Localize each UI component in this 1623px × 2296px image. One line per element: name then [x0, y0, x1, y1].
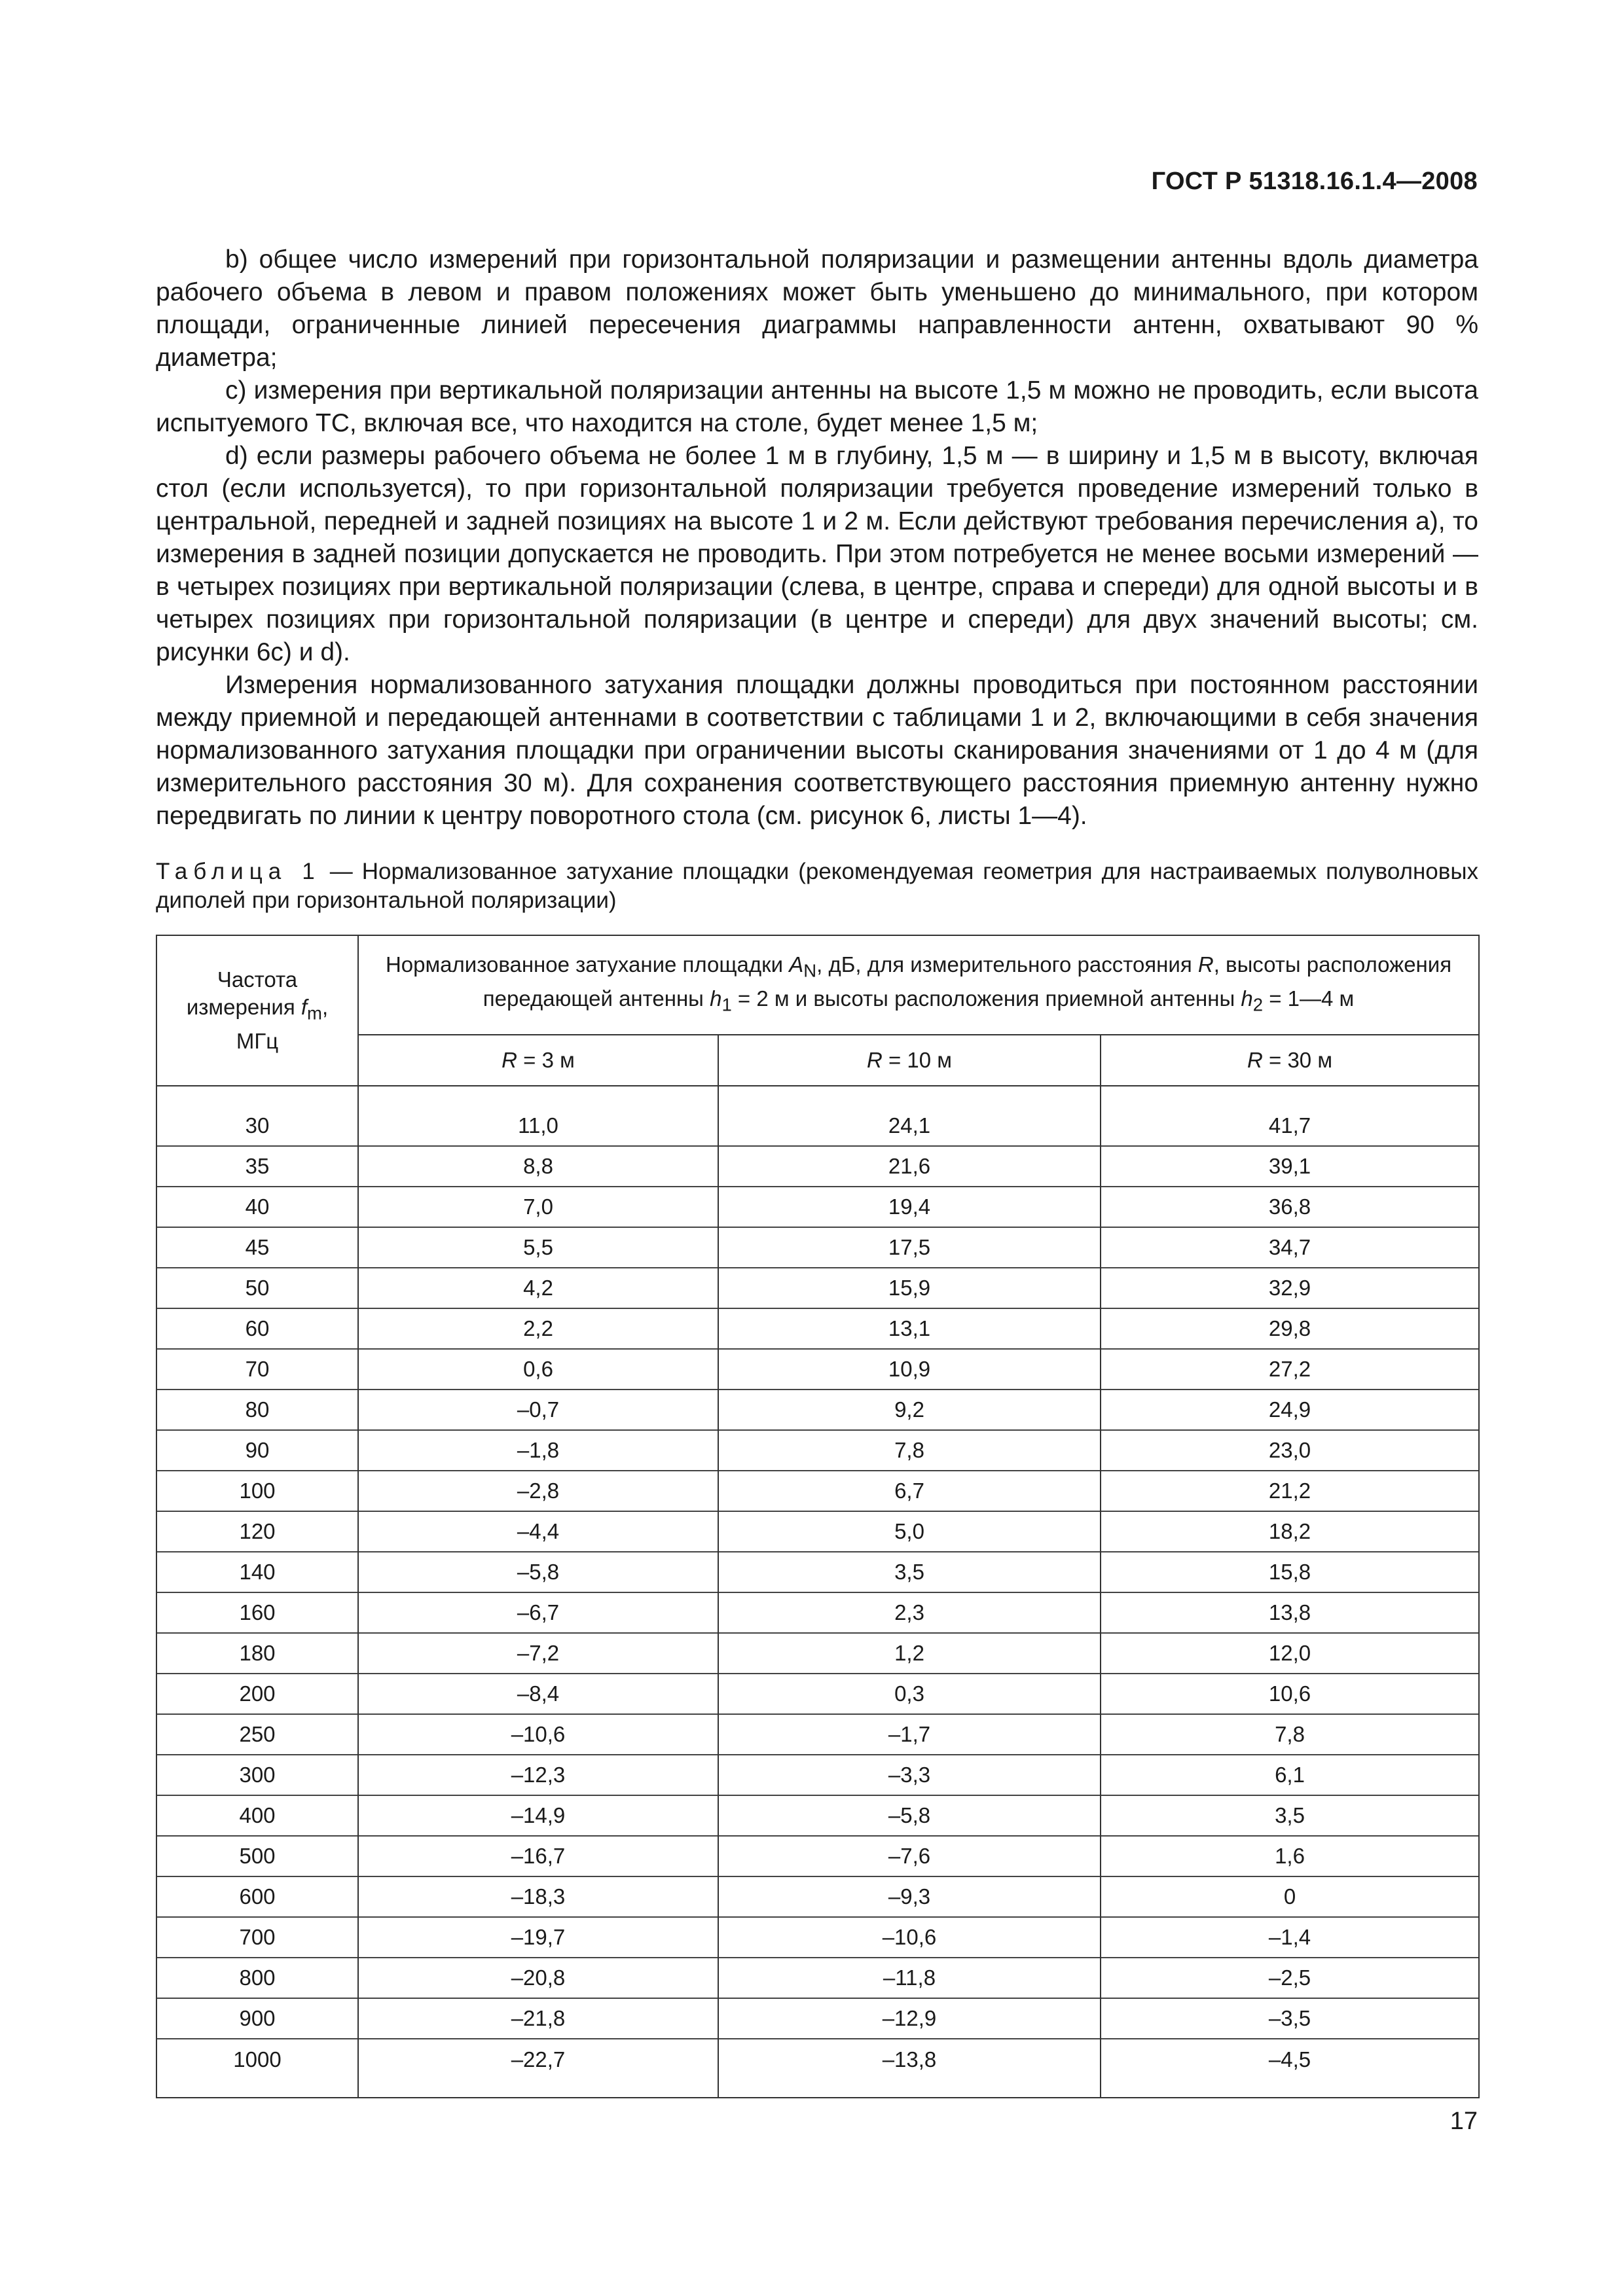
attenuation-3m-cell: –19,7 — [358, 1917, 718, 1958]
attenuation-3m-cell: 8,8 — [358, 1146, 718, 1187]
paragraph-measurements: Измерения нормализованного затухания площадки должны проводиться при постоянном расстоянии между приемной и передающей антеннами в соответствии с таблицами 1 и 2, включающими в себя значения нормализованного затухания площадки при ограничении высоты сканирования значениями от 1 до 4 м (для измерительного расстояния 30 м). Для сохранения соответствующего расстояния приемную антенну нужно передвигать по линии к центру поворотного стола (см. рисунок 6, листы 1—4). — [156, 671, 1478, 830]
attenuation-10m-cell: 15,9 — [718, 1268, 1101, 1308]
freq-header-comma: , — [321, 995, 329, 1020]
page-number: 17 — [1450, 2108, 1478, 2135]
attenuation-30m-cell: 18,2 — [1101, 1511, 1479, 1552]
attenuation-3m-cell: –22,7 — [358, 2039, 718, 2098]
attenuation-30m-cell: 23,0 — [1101, 1430, 1479, 1471]
frequency-cell: 180 — [156, 1633, 358, 1674]
attenuation-symbol-sub: N — [803, 961, 817, 981]
attenuation-30m-cell: –3,5 — [1101, 1998, 1479, 2039]
attenuation-3m-cell: –6,7 — [358, 1592, 718, 1633]
attenuation-3m-cell: 4,2 — [358, 1268, 718, 1308]
table-row — [156, 1674, 1479, 1714]
attenuation-30m-cell: 10,6 — [1101, 1674, 1479, 1714]
attenuation-10m-cell: –1,7 — [718, 1714, 1101, 1755]
attenuation-30m-cell: 27,2 — [1101, 1349, 1479, 1390]
attenuation-30m-cell: 24,9 — [1101, 1390, 1479, 1430]
attenuation-3m-cell: –4,4 — [358, 1511, 718, 1552]
height-symbol: h — [710, 986, 722, 1011]
frequency-cell: 35 — [156, 1146, 358, 1187]
table-row — [156, 1958, 1479, 1998]
attenuation-10m-cell: –13,8 — [718, 2039, 1101, 2098]
attenuation-30m-cell: 0 — [1101, 1876, 1479, 1917]
attenuation-10m-cell: 5,0 — [718, 1511, 1101, 1552]
attenuation-30m-cell: 6,1 — [1101, 1755, 1479, 1795]
attenuation-10m-cell: 17,5 — [718, 1227, 1101, 1268]
attenuation-3m-cell: 5,5 — [358, 1227, 718, 1268]
frequency-cell: 40 — [156, 1187, 358, 1227]
table-row — [156, 1106, 1479, 1146]
attenuation-10m-cell: –10,6 — [718, 1917, 1101, 1958]
distance-3m-header — [358, 1035, 718, 1086]
attenuation-10m-cell: –9,3 — [718, 1876, 1101, 1917]
attenuation-30m-cell: –4,5 — [1101, 2039, 1479, 2098]
freq-header-line1: Частота — [217, 967, 298, 992]
attenuation-30m-cell: 3,5 — [1101, 1795, 1479, 1836]
frequency-cell: 700 — [156, 1917, 358, 1958]
table-row — [156, 1917, 1479, 1958]
attenuation-30m-cell: 12,0 — [1101, 1633, 1479, 1674]
frequency-cell: 140 — [156, 1552, 358, 1592]
frequency-cell: 400 — [156, 1795, 358, 1836]
distance-symbol: R — [501, 1048, 517, 1072]
attenuation-3m-cell: –8,4 — [358, 1674, 718, 1714]
distance-symbol: R — [1197, 952, 1214, 977]
paragraph-c: c) измерения при вертикальной поляризации антенны на высоте 1,5 м можно не проводить, если высота испытуемого ТС, включая все, что находится на столе, будет менее 1,5 м; — [156, 376, 1478, 437]
table-row — [156, 1592, 1479, 1633]
attenuation-3m-cell: –0,7 — [358, 1390, 718, 1430]
attenuation-10m-cell: 3,5 — [718, 1552, 1101, 1592]
frequency-cell: 80 — [156, 1390, 358, 1430]
frequency-cell: 70 — [156, 1349, 358, 1390]
attenuation-10m-cell: 13,1 — [718, 1308, 1101, 1349]
freq-header-line2: измерения — [186, 995, 301, 1020]
frequency-cell: 300 — [156, 1755, 358, 1795]
document-standard-header: ГОСТ Р 51318.16.1.4—2008 — [1151, 168, 1478, 195]
attenuation-3m-cell: 7,0 — [358, 1187, 718, 1227]
attenuation-3m-cell: –12,3 — [358, 1755, 718, 1795]
frequency-cell: 600 — [156, 1876, 358, 1917]
attenuation-30m-cell: 29,8 — [1101, 1308, 1479, 1349]
attenuation-group-header — [358, 935, 1479, 1035]
frequency-cell: 1000 — [156, 2039, 358, 2098]
table-row — [156, 1876, 1479, 1917]
attenuation-10m-cell: 1,2 — [718, 1633, 1101, 1674]
attenuation-3m-cell: –2,8 — [358, 1471, 718, 1511]
table-caption-label: Таблица 1 — [156, 859, 321, 884]
attenuation-30m-cell: –1,4 — [1101, 1917, 1479, 1958]
height-symbol-sub: 2 — [1252, 994, 1264, 1015]
frequency-cell: 45 — [156, 1227, 358, 1268]
frequency-cell: 200 — [156, 1674, 358, 1714]
group-header-part: , дБ, для измерительного расстояния — [816, 952, 1198, 977]
table-caption — [156, 857, 1478, 915]
distance-value: = 3 м — [517, 1048, 575, 1072]
table-spacer-row — [156, 1086, 1479, 1106]
frequency-cell: 120 — [156, 1511, 358, 1552]
distance-value: = 10 м — [882, 1048, 952, 1072]
attenuation-10m-cell: –3,3 — [718, 1755, 1101, 1795]
attenuation-10m-cell: 9,2 — [718, 1390, 1101, 1430]
frequency-cell: 30 — [156, 1106, 358, 1146]
body-text — [156, 243, 1478, 833]
attenuation-table — [156, 935, 1480, 2098]
distance-symbol: R — [1247, 1048, 1263, 1072]
group-header-part: , высоты расположения передающей антенны — [483, 952, 1452, 1011]
table-caption-text: — Нормализованное затухание площадки (рекомендуемая геометрия для настраиваемых полуволновых диполей при горизонтальной поляризации) — [156, 859, 1479, 913]
freq-symbol: f — [301, 995, 308, 1020]
attenuation-3m-cell: –16,7 — [358, 1836, 718, 1876]
table-row — [156, 1308, 1479, 1349]
attenuation-10m-cell: –11,8 — [718, 1958, 1101, 1998]
frequency-column-header — [156, 935, 358, 1086]
distance-value: = 30 м — [1262, 1048, 1333, 1072]
attenuation-3m-cell: –21,8 — [358, 1998, 718, 2039]
group-header-part: = 1—4 м — [1263, 986, 1355, 1011]
table-row — [156, 1349, 1479, 1390]
attenuation-30m-cell: 41,7 — [1101, 1106, 1479, 1146]
attenuation-30m-cell: 36,8 — [1101, 1187, 1479, 1227]
attenuation-10m-cell: 0,3 — [718, 1674, 1101, 1714]
group-header-part: = 2 м и высоты расположения приемной антенны — [731, 986, 1241, 1011]
attenuation-10m-cell: –12,9 — [718, 1998, 1101, 2039]
frequency-cell: 900 — [156, 1998, 358, 2039]
height-symbol-sub: 1 — [721, 994, 732, 1015]
attenuation-3m-cell: –10,6 — [358, 1714, 718, 1755]
height-symbol: h — [1241, 986, 1253, 1011]
attenuation-3m-cell: –1,8 — [358, 1430, 718, 1471]
table-row — [156, 1795, 1479, 1836]
attenuation-10m-cell: 7,8 — [718, 1430, 1101, 1471]
attenuation-3m-cell: –20,8 — [358, 1958, 718, 1998]
paragraph-b: b) общее число измерений при горизонтальной поляризации и размещении антенны вдоль диаметра рабочего объема в левом и правом положениях может быть уменьшено до минимального, при котором площади, ограниченные линией пересечения диаграммы направленности антенн, охватывают 90 % диаметра; — [156, 245, 1478, 372]
attenuation-3m-cell: –7,2 — [358, 1633, 718, 1674]
attenuation-3m-cell: 11,0 — [358, 1106, 718, 1146]
distance-10m-header — [718, 1035, 1101, 1086]
table-row — [156, 1998, 1479, 2039]
attenuation-10m-cell: 2,3 — [718, 1592, 1101, 1633]
frequency-cell: 160 — [156, 1592, 358, 1633]
attenuation-10m-cell: 24,1 — [718, 1106, 1101, 1146]
table-row — [156, 2039, 1479, 2098]
attenuation-30m-cell: 7,8 — [1101, 1714, 1479, 1755]
attenuation-symbol: A — [789, 952, 804, 977]
freq-header-unit: МГц — [236, 1028, 279, 1053]
table-body — [156, 1086, 1479, 2098]
attenuation-30m-cell: 13,8 — [1101, 1592, 1479, 1633]
table-row — [156, 1714, 1479, 1755]
attenuation-3m-cell: 0,6 — [358, 1349, 718, 1390]
table-row — [156, 1187, 1479, 1227]
freq-symbol-sub: m — [307, 1003, 322, 1024]
attenuation-10m-cell: 6,7 — [718, 1471, 1101, 1511]
table-row — [156, 1552, 1479, 1592]
table-row — [156, 1146, 1479, 1187]
frequency-cell: 100 — [156, 1471, 358, 1511]
table-row — [156, 1633, 1479, 1674]
attenuation-3m-cell: –5,8 — [358, 1552, 718, 1592]
attenuation-3m-cell: –14,9 — [358, 1795, 718, 1836]
attenuation-30m-cell: 34,7 — [1101, 1227, 1479, 1268]
attenuation-30m-cell: 1,6 — [1101, 1836, 1479, 1876]
table-row — [156, 1227, 1479, 1268]
frequency-cell: 60 — [156, 1308, 358, 1349]
frequency-cell: 90 — [156, 1430, 358, 1471]
attenuation-10m-cell: 19,4 — [718, 1187, 1101, 1227]
distance-symbol: R — [866, 1048, 883, 1072]
frequency-cell: 50 — [156, 1268, 358, 1308]
table-row — [156, 1755, 1479, 1795]
table-row — [156, 1511, 1479, 1552]
table-row — [156, 1390, 1479, 1430]
frequency-cell: 250 — [156, 1714, 358, 1755]
attenuation-10m-cell: 21,6 — [718, 1146, 1101, 1187]
attenuation-30m-cell: –2,5 — [1101, 1958, 1479, 1998]
attenuation-3m-cell: 2,2 — [358, 1308, 718, 1349]
table-row — [156, 1471, 1479, 1511]
attenuation-10m-cell: –5,8 — [718, 1795, 1101, 1836]
attenuation-30m-cell: 39,1 — [1101, 1146, 1479, 1187]
frequency-cell: 800 — [156, 1958, 358, 1998]
group-header-part: Нормализованное затухание площадки — [385, 952, 790, 977]
attenuation-10m-cell: –7,6 — [718, 1836, 1101, 1876]
frequency-cell: 500 — [156, 1836, 358, 1876]
table-row — [156, 1430, 1479, 1471]
table-row — [156, 1836, 1479, 1876]
table-row — [156, 1268, 1479, 1308]
attenuation-30m-cell: 15,8 — [1101, 1552, 1479, 1592]
distance-30m-header — [1101, 1035, 1479, 1086]
paragraph-d: d) если размеры рабочего объема не более 1 м в глубину, 1,5 м — в ширину и 1,5 м в высоту, включая стол (если используется), то при горизонтальной поляризации требуется проведение измерений только в центральной, передней и задней позициях на высоте 1 и 2 м. Если действуют требования перечисления а), то измерения в задней позиции допускается не проводить. При этом потребуется не менее восьми измерений — в четырех позициях при вертикальной поляризации (слева, в центре, справа и спереди) для одной высоты и в четырех позициях при горизонтальной поляризации (в центре и спереди) для двух значений высоты; см. рисунки 6c) и d). — [156, 442, 1478, 666]
attenuation-3m-cell: –18,3 — [358, 1876, 718, 1917]
attenuation-30m-cell: 32,9 — [1101, 1268, 1479, 1308]
attenuation-10m-cell: 10,9 — [718, 1349, 1101, 1390]
attenuation-30m-cell: 21,2 — [1101, 1471, 1479, 1511]
